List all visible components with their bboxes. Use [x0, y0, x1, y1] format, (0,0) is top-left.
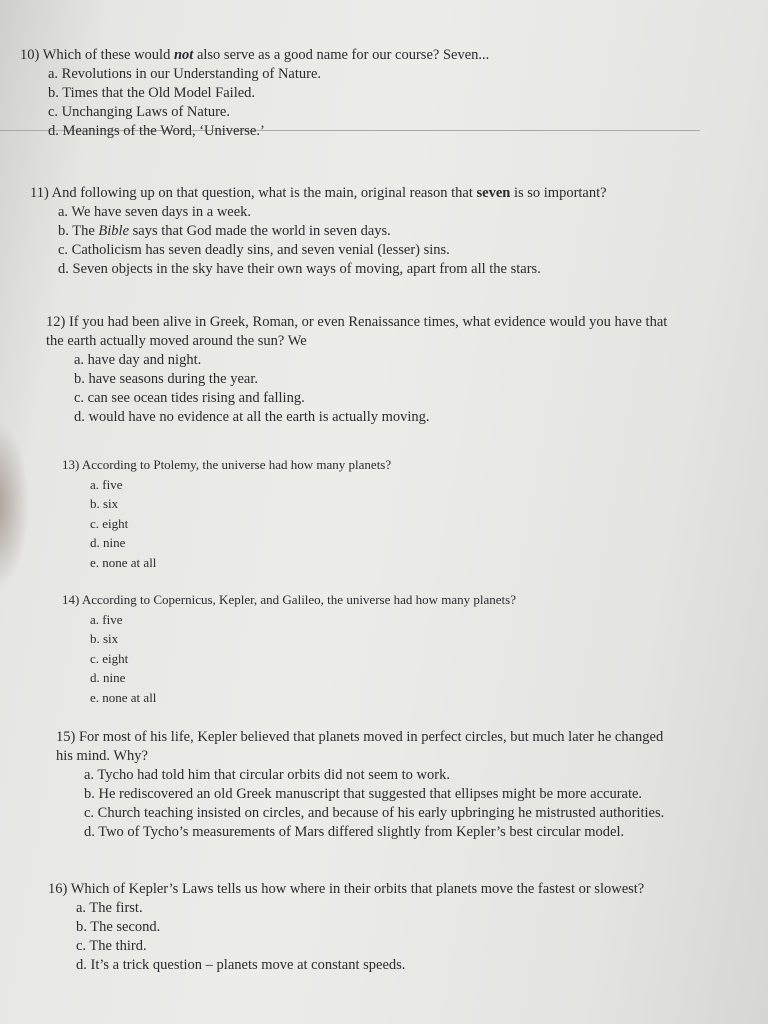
question-16-stem: 16) Which of Kepler’s Laws tells us how where in their orbits that planets move the fastest or slowest?	[48, 881, 645, 897]
question-10-option-d: d. Meanings of the Word, ‘Universe.’	[48, 123, 265, 139]
question-14	[62, 590, 516, 707]
question-16-option-c: c. The third.	[76, 938, 147, 954]
question-13-option-d: d. nine	[90, 535, 126, 550]
question-10-stem: 10) Which of these would not also serve as a good name for our course? Seven...	[20, 47, 490, 63]
question-14-option-d: d. nine	[90, 670, 126, 685]
question-11-stem: 11) And following up on that question, what is the main, original reason that seven is so important?	[30, 185, 607, 201]
question-12	[46, 313, 667, 427]
question-13	[62, 455, 391, 572]
question-12-option-c: c. can see ocean tides rising and falling.	[74, 390, 305, 406]
question-13-option-b: b. six	[90, 496, 119, 511]
question-14-option-a: a. five	[90, 611, 123, 627]
question-13-stem: 13) According to Ptolemy, the universe had how many planets?	[62, 457, 392, 472]
question-16-option-a: a. The first.	[76, 900, 143, 916]
question-14-stem: 14) According to Copernicus, Kepler, and Galileo, the universe had how many planets?	[62, 592, 516, 607]
question-15-option-b: b. He rediscovered an old Greek manuscript that suggested that ellipses might be more accurate.	[84, 786, 643, 802]
question-12-option-d: d. would have no evidence at all the earth is actually moving.	[74, 409, 430, 425]
question-12-option-a: a. have day and night.	[74, 352, 202, 368]
question-11-option-d: d. Seven objects in the sky have their own ways of moving, apart from all the stars.	[58, 261, 541, 277]
question-14-option-c: c. eight	[90, 650, 129, 666]
question-10-option-c: c. Unchanging Laws of Nature.	[48, 104, 230, 120]
finger-shadow	[0, 420, 30, 590]
question-11-option-b: b. The Bible says that God made the world in seven days.	[58, 223, 391, 239]
question-11-option-a: a. We have seven days in a week.	[58, 204, 252, 220]
question-13-option-a: a. five	[90, 476, 123, 492]
question-10-option-a: a. Revolutions in our Understanding of Nature.	[48, 66, 322, 82]
question-12-stem: 12) If you had been alive in Greek, Roman, or even Renaissance times, what evidence would you have that the earth actually moved around the sun? We	[46, 314, 668, 349]
question-12-option-b: b. have seasons during the year.	[74, 371, 259, 387]
question-13-option-e: e. none at all	[90, 554, 157, 570]
question-14-option-b: b. six	[90, 631, 119, 646]
question-15	[56, 728, 664, 842]
question-15-option-c: c. Church teaching insisted on circles, and because of his early upbringing he mistrusted authorities.	[84, 805, 665, 821]
question-10-option-b: b. Times that the Old Model Failed.	[48, 85, 256, 101]
question-15-stem: 15) For most of his life, Kepler believed that planets moved in perfect circles, but much later he changed his mind. Why?	[56, 729, 664, 764]
question-15-option-a: a. Tycho had told him that circular orbits did not seem to work.	[84, 767, 450, 783]
question-13-option-c: c. eight	[90, 515, 129, 531]
question-11	[30, 184, 607, 279]
question-16-option-d: d. It’s a trick question – planets move at constant speeds.	[76, 957, 406, 973]
question-16	[48, 880, 644, 975]
question-10	[20, 46, 489, 141]
question-11-option-c: c. Catholicism has seven deadly sins, and seven venial (lesser) sins.	[58, 242, 450, 258]
question-14-option-e: e. none at all	[90, 689, 157, 705]
question-15-option-d: d. Two of Tycho’s measurements of Mars differed slightly from Kepler’s best circular model.	[84, 824, 625, 840]
question-16-option-b: b. The second.	[76, 919, 161, 935]
